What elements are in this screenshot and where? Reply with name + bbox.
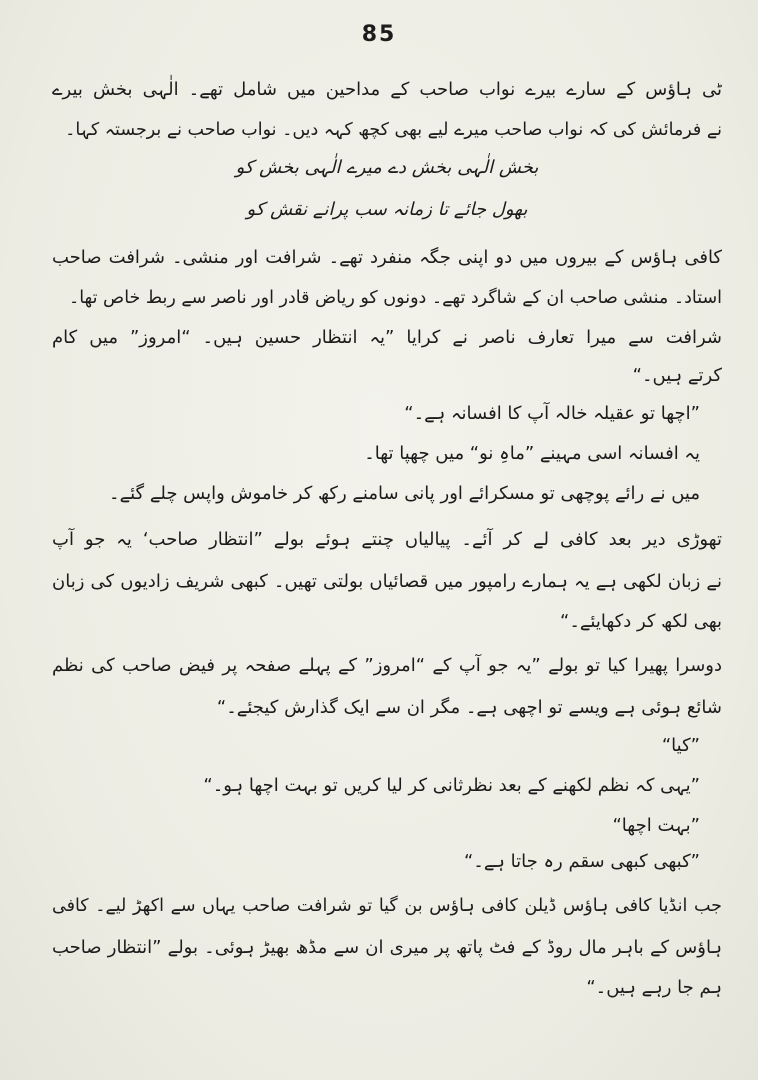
text-line-19: جب انڈیا کافی ہاؤس ڈیلن کافی ہاؤس بن گیا تو شرافت صاحب یہاں سے اکھڑ لیے۔ کافی <box>52 896 722 916</box>
text-line-5: شرافت سے میرا تعارف ناصر نے کرایا ”یہ انتظار حسین ہیں۔ “امروز” میں کام <box>52 327 722 348</box>
page-number: 85 <box>361 22 397 47</box>
text-line-21: ہم جا رہے ہیں۔“ <box>586 977 722 998</box>
text-line-9: میں نے رائے پوچھی تو مسکرائے اور پانی سامنے رکھ کر خاموش واپس چلے گئے۔ <box>109 483 700 504</box>
text-line-12: بھی لکھ کر دکھایئے۔“ <box>560 611 722 632</box>
text-line-8: یہ افسانہ اسی مہینے ”ماہِ نو“ میں چھپا تھا۔ <box>364 443 700 464</box>
text-line-3: کافی ہاؤس کے بیروں میں دو اپنی جگہ منفرد تھے۔ شرافت اور منشی۔ شرافت صاحب <box>52 247 722 268</box>
text-line-16: ”یہی کہ نظم لکھنے کے بعد نظرثانی کر لیا کریں تو بہت اچھا ہو۔“ <box>203 775 700 796</box>
text-line-15: ”کیا“ <box>661 735 700 756</box>
text-line-18: ”کبھی کبھی سقم رہ جاتا ہے۔“ <box>463 851 700 872</box>
verse-line-2: بھول جائے تا زمانہ سب پرانے نقش کو <box>246 199 528 220</box>
text-line-7: ”اچھا تو عقیلہ خالہ آپ کا افسانہ ہے۔“ <box>404 403 700 424</box>
text-line-4: استاد۔ منشی صاحب ان کے شاگرد تھے۔ دونوں کو ریاض قادر اور ناصر سے ربط خاص تھا۔ <box>68 288 722 308</box>
text-line-10: تھوڑی دیر بعد کافی لے کر آئے۔ پیالیاں چنتے ہوئے بولے ”انتظار صاحب‘ یہ جو آپ <box>52 529 722 550</box>
verse-line-1: بخش الٰہی بخش دے میرے الٰہی بخش کو <box>235 157 539 178</box>
text-line-17: ”بہت اچھا“ <box>612 815 700 836</box>
text-line-14: شائع ہوئی ہے ویسے تو اچھی ہے۔ مگر ان سے ایک گذارش کیجئے۔“ <box>216 697 722 718</box>
text-line-11: نے زبان لکھی ہے یہ ہمارے رامپور میں قصائیاں بولتی تھیں۔ کبھی شریف زادیوں کی زبان <box>52 571 722 592</box>
text-line-6: کرتے ہیں۔“ <box>632 365 722 386</box>
text-line-1: ٹی ہاؤس کے سارے بیرے نواب صاحب کے مداحین میں شامل تھے۔ الٰہی بخش بیرے <box>52 79 722 100</box>
text-line-2: نے فرمائش کی کہ نواب صاحب میرے لیے بھی کچھ کہہ دیں۔ نواب صاحب نے برجستہ کہا۔ <box>65 120 722 140</box>
text-line-20: ہاؤس کے باہر مال روڈ کے فٹ پاتھ پر میری ان سے مڈھ بھیڑ ہوئی۔ بولے ”انتظار صاحب <box>52 937 722 958</box>
text-line-13: دوسرا پھیرا کیا تو بولے ”یہ جو آپ کے “امروز” کے پہلے صفحہ پر فیض صاحب کی نظم <box>52 655 722 676</box>
